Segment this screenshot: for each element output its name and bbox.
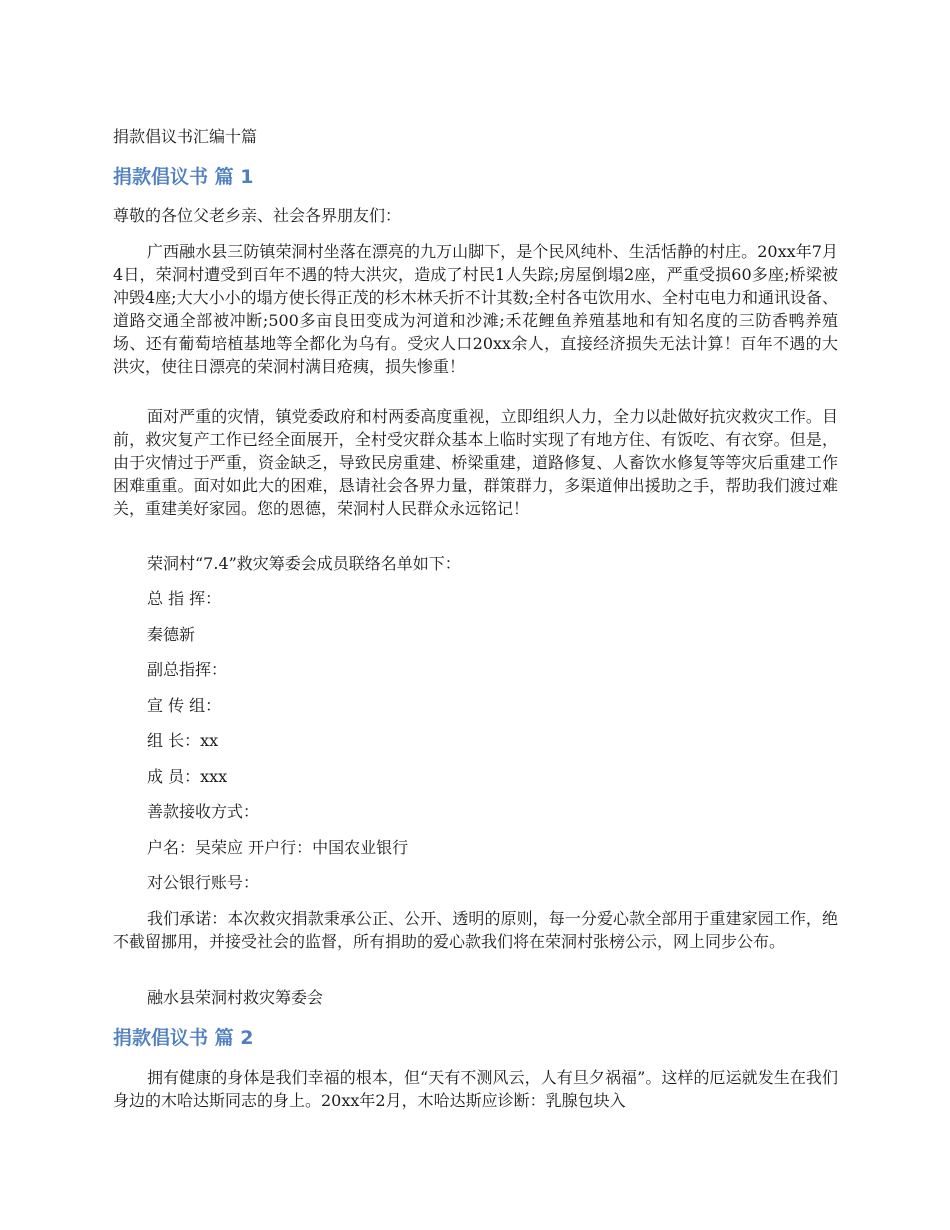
document-title: 捐款倡议书汇编十篇 [113, 127, 258, 146]
bank-account-label: 对公银行账号： [147, 873, 260, 892]
greeting: 尊敬的各位父老乡亲、社会各界朋友们： [113, 206, 402, 225]
signature: 融水县荣洞村救灾筹委会 [147, 988, 324, 1007]
group-leader-line: 组 长：xx [147, 731, 219, 750]
section-1-heading: 捐款倡议书 篇 1 [113, 166, 254, 188]
payment-method-label: 善款接收方式： [147, 802, 260, 821]
section-2-paragraph-1: 拥有健康的身体是我们幸福的根本，但“天有不测风云，人有旦夕祸福”。这样的厄运就发生在我们身边的木哈达斯同志的身上。20xx年2月，木哈达斯应诊断：乳腺包块入 [113, 1068, 838, 1110]
members-line: 成 员：xxx [147, 767, 228, 786]
account-name-line: 户名：吴荣应 开户行：中国农业银行 [147, 838, 409, 857]
section-1-paragraph-2: 面对严重的灾情，镇党委政府和村两委高度重视，立即组织人力，全力以赴做好抗灾救灾工作。目前，救灾复产工作已经全面展开，全村受灾群众基本上临时实现了有地方住、有饭吃、有衣穿。但是，由于灾情过于严重，资金缺乏，导致民房重建、桥梁重建，道路修复、人畜饮水修复等等灾后重建工作困难重重。面对如此大的困难，恳请社会各界力量，群策群力，多渠道伸出援助之手，帮助我们渡过难关，重建美好家园。您的恩德，荣洞村人民群众永远铭记！ [113, 407, 838, 518]
commander-name: 秦德新 [147, 625, 196, 644]
section-2-heading: 捐款倡议书 篇 2 [113, 1027, 254, 1049]
deputy-commander-label: 副总指挥： [147, 660, 228, 679]
promise-paragraph: 我们承诺：本次救灾捐款秉承公正、公开、透明的原则，每一分爱心款全部用于重建家园工作，绝不截留挪用，并接受社会的监督，所有捐助的爱心款我们将在荣洞村张榜公示，网上同步公布。 [113, 909, 838, 951]
section-1-paragraph-1: 广西融水县三防镇荣洞村坐落在漂亮的九万山脚下，是个民风纯朴、生活恬静的村庄。20xx年7月4日，荣洞村遭受到百年不遇的特大洪灾，造成了村民1人失踪;房屋倒塌2座，严重受损60多座;桥梁被冲毁4座;大大小小的塌方使长得正茂的杉木林夭折不计其数;全村各屯饮用水、全村屯电力和通讯设备、道路交通全部被冲断;500多亩良田变成为河道和沙滩;禾花鲤鱼养殖基地和有知名度的三防香鸭养殖场、还有葡萄培植基地等全都化为乌有。受灾人口20xx余人，直接经济损失无法计算！百年不遇的大洪灾，使往日漂亮的荣洞村满目疮痍，损失惨重！ [113, 242, 838, 376]
commander-label: 总 指 挥： [147, 589, 222, 608]
roster-intro: 荣洞村“7.4”救灾筹委会成员联络名单如下： [147, 554, 461, 573]
publicity-group-label: 宣 传 组： [147, 696, 222, 715]
